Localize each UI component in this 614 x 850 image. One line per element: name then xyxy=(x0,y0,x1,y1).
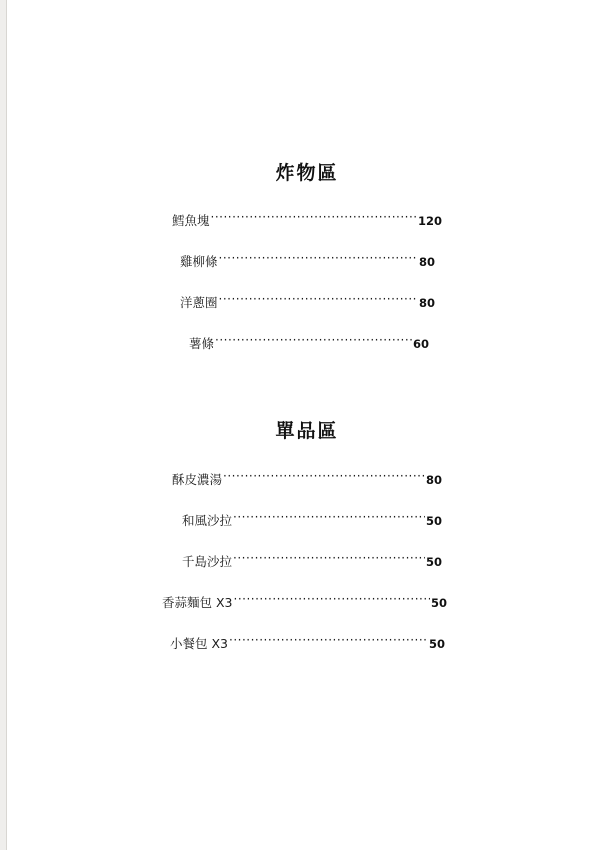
menu-item-price: 60 xyxy=(412,337,429,351)
menu-item-price: 50 xyxy=(425,555,442,569)
dot-leader xyxy=(233,513,425,526)
menu-item-price: 50 xyxy=(428,637,445,651)
menu-item-price: 120 xyxy=(417,214,442,228)
menu-item-name: 小餐包 X3 xyxy=(170,636,228,651)
menu-item xyxy=(182,511,442,529)
dot-leader xyxy=(223,472,425,485)
dot-leader xyxy=(215,336,412,349)
menu-item xyxy=(180,252,435,270)
menu-item-name: 和風沙拉 xyxy=(182,513,233,528)
menu-item xyxy=(170,634,445,652)
dot-leader xyxy=(234,595,430,608)
menu-item xyxy=(172,211,442,229)
menu-item-price: 80 xyxy=(418,255,435,269)
section-title-single: 單品區 xyxy=(275,420,339,442)
menu-item-price: 50 xyxy=(425,514,442,528)
menu-item xyxy=(189,334,429,352)
dot-leader xyxy=(219,254,418,267)
dot-leader xyxy=(211,213,417,226)
menu-item-name: 洋蔥圈 xyxy=(180,295,218,310)
menu-item-list-single xyxy=(162,470,452,652)
menu-section-single xyxy=(0,416,614,652)
menu-section-fried xyxy=(0,158,614,352)
menu-item-name: 薯條 xyxy=(189,336,215,351)
dot-leader xyxy=(229,636,428,649)
menu-item-name: 酥皮濃湯 xyxy=(172,472,223,487)
menu-item xyxy=(172,470,442,488)
menu-item-name: 千島沙拉 xyxy=(182,554,233,569)
menu-item-name: 香蒜麵包 X3 xyxy=(162,595,233,610)
menu-item-price: 80 xyxy=(425,473,442,487)
menu-item xyxy=(182,552,442,570)
menu-item-list-fried xyxy=(172,211,442,352)
dot-leader xyxy=(233,554,425,567)
menu-item-price: 50 xyxy=(430,596,447,610)
dot-leader xyxy=(219,295,418,308)
menu-item-name: 雞柳條 xyxy=(180,254,218,269)
menu-item xyxy=(162,593,447,611)
menu-item xyxy=(180,293,435,311)
menu-item-price: 80 xyxy=(418,296,435,310)
menu-item-name: 鱈魚塊 xyxy=(172,213,210,228)
section-title-fried: 炸物區 xyxy=(275,162,339,184)
